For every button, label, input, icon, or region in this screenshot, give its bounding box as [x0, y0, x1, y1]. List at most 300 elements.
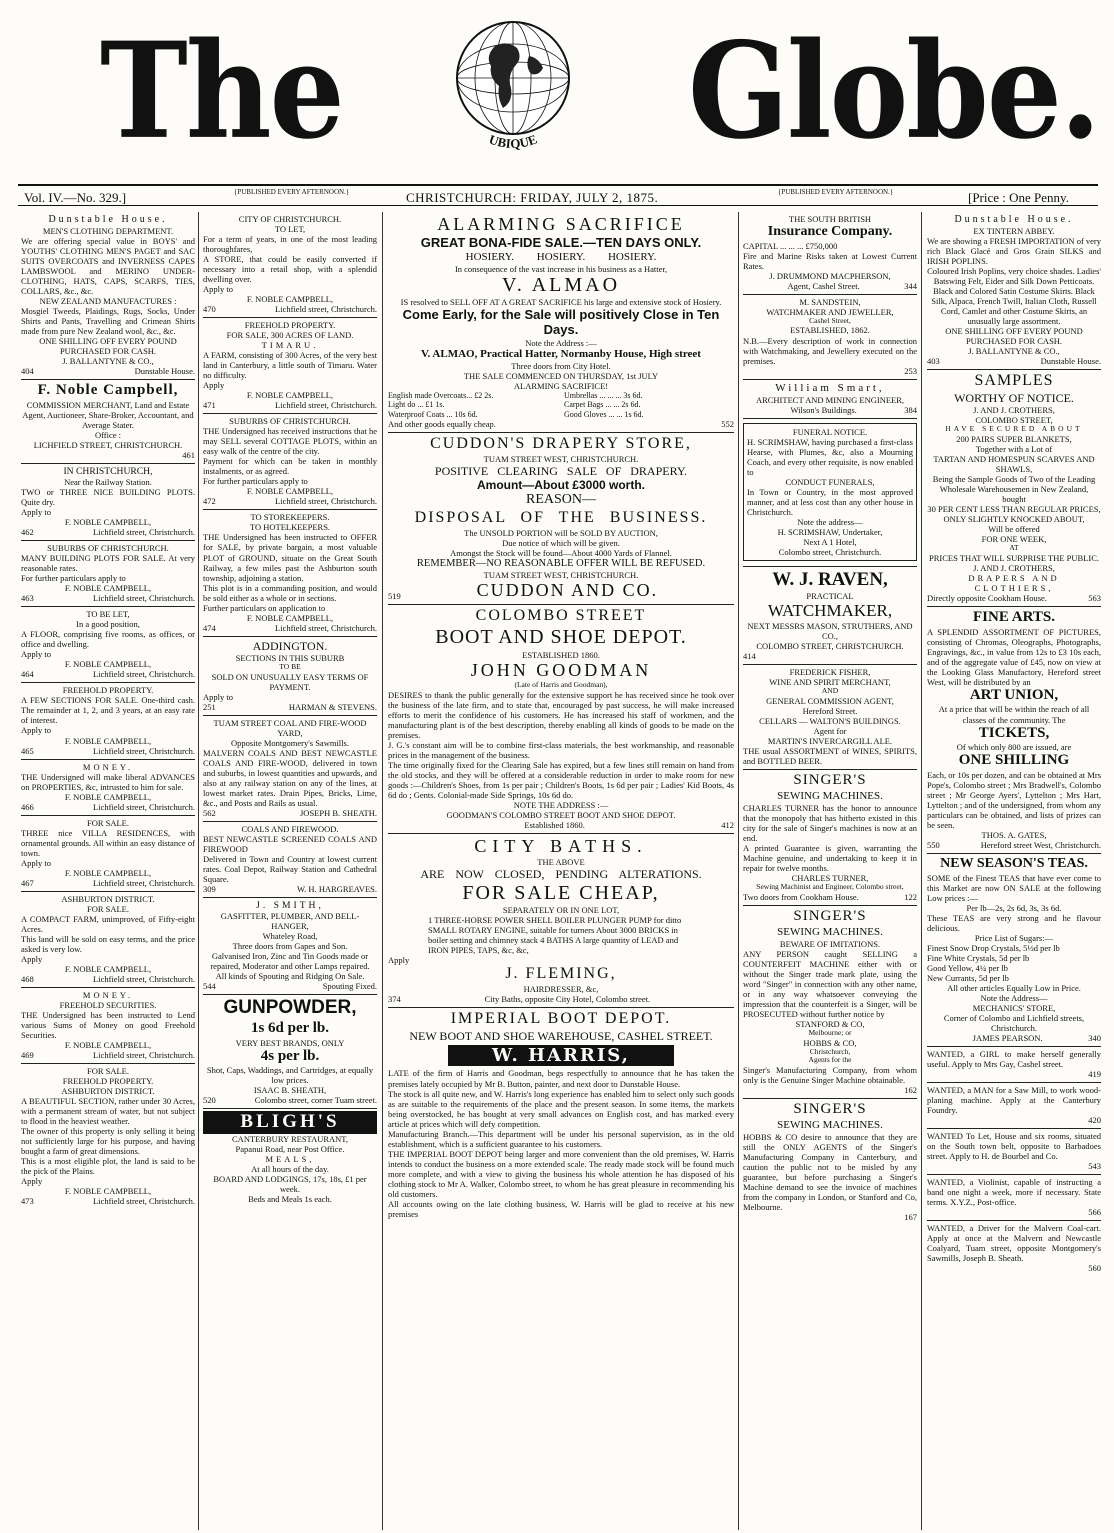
advert-subtitle: SEPARATELY OR IN ONE LOT,	[502, 905, 620, 916]
advert-body: All kinds of Spouting and Ridging On Sale.	[215, 971, 365, 982]
advert-title: THE SOUTH BRITISH	[788, 214, 872, 224]
price-item: New Currants, 5d per lb	[927, 972, 1009, 983]
advert-apply: Apply	[203, 380, 225, 391]
advert-city-baths	[388, 834, 734, 1008]
advert-body: WATCHMAKER AND JEWELLER,	[766, 306, 894, 317]
advert-suburbs	[21, 541, 195, 607]
advert-body: The UNSOLD PORTION will be SOLD BY AUCTION,	[464, 527, 658, 538]
advert-subtitle: SEWING MACHINES.	[777, 925, 883, 938]
advert-noble-campbell	[21, 380, 195, 464]
column-4	[740, 212, 920, 1530]
advert-title: SINGER'S	[793, 772, 867, 789]
advert-number: 465	[21, 745, 34, 756]
advert-apply: Apply	[388, 955, 410, 966]
advert-address: Hereford Street.	[802, 706, 858, 717]
advert-body: ARCHITECT AND MINING ENGINEER,	[755, 394, 905, 405]
advert-title: SUBURBS OF CHRISTCHURCH.	[47, 543, 169, 554]
advert-subtitle: NEW BOOT AND SHOE WAREHOUSE, CASHEL STREET.	[409, 1029, 713, 1044]
advert-title: CITY BATHS.	[474, 836, 648, 857]
advert-body: This land will be sold on easy terms, and the price asked is very low.	[21, 933, 195, 954]
advert-subtitle: REASON—	[525, 492, 596, 508]
advert-body: Shot, Caps, Waddings, and Cartridges, at equally low prices.	[206, 1065, 374, 1086]
advert-signature: F. NOBLE CAMPBELL,	[64, 517, 152, 528]
advert-number: 474	[203, 622, 216, 633]
advert-title: SINGER'S	[793, 907, 867, 924]
advert-headline: TARTAN AND HOMESPUN SCARVES AND SHAWLS,	[933, 453, 1095, 474]
advert-dunstable-clothing	[21, 212, 195, 380]
advert-almao-sale	[388, 212, 734, 433]
advert-address: Corner of Colombo and Lichfield streets, Christchurch.	[943, 1012, 1085, 1033]
advert-price: Per lb—2s, 2s 6d, 3s, 3s 6d.	[966, 902, 1062, 913]
price-label: [Price : One Penny.	[968, 190, 1069, 205]
advert-title: CUDDON'S DRAPERY STORE,	[430, 435, 692, 453]
advert-number: 473	[21, 1196, 34, 1207]
advert-body: This plot is in a commanding position, and would be sold either as a whole or in sections.	[203, 582, 377, 603]
advert-signature: CUDDON AND CO.	[476, 580, 659, 601]
advert-subtitle: EX TINTERN ABBEY.	[973, 225, 1055, 236]
advert-in-christchurch	[21, 464, 195, 541]
svg-text:UBIQUE: UBIQUE	[487, 131, 539, 152]
advert-number: 344	[904, 280, 917, 291]
advert-number: 122	[904, 891, 917, 902]
advert-title: ASHBURTON DISTRICT.	[61, 893, 155, 904]
price-item: Waterproof Coats ... 10s 6d.	[388, 409, 478, 419]
advert-title: FOR SALE.	[86, 1065, 130, 1076]
advert-body: At a price that will be within the reach of all classes of the community. The	[938, 704, 1090, 725]
advert-number: 520	[203, 1095, 216, 1106]
advert-imperial-boot-depot	[388, 1008, 734, 1222]
advert-body: Note the address—	[797, 516, 863, 527]
advert-address: V. ALMAO, Practical Hatter, Normanby House, High street	[421, 347, 701, 360]
advert-subtitle: Price List of Sugars:—	[974, 932, 1054, 943]
advert-body: Of which only 800 are issued, are	[956, 742, 1072, 753]
advert-body: At all hours of the day.	[251, 1163, 329, 1174]
advert-subtitle: BOOT AND SHOE DEPOT.	[435, 626, 687, 649]
advert-body: N.B.—Every description of work in connection with Watchmaking, and Jewellery executed on the premises.	[743, 335, 917, 366]
advert-subtitle: Insurance Company.	[767, 224, 893, 240]
advert-address: CELLARS — WALTON'S BUILDINGS.	[759, 716, 901, 727]
advert-body: THE Undersigned has been instructed to OFFER for SALE, by private bargain, a most valuable PLOT of GROUND, situate on the Great South Railway, a few miles past the Ashburton south township, adjoining a station.	[203, 532, 377, 583]
advert-address: Lichfield street, Christchurch.	[93, 1049, 195, 1060]
advert-body: DESIRES to thank the public generally for the extensive support he has received since he took over the business of the late firm, and to state that, encouraged by past success, he will make increased efforts to merit the confidence of his customers. He has increased his staff of workmen, and the manufacturing plant is of the best description, thereby enabling all kinds of goods to be made on the premises.	[388, 690, 734, 741]
advert-headline: DISPOSAL OF THE BUSINESS.	[414, 508, 708, 526]
advert-title: GUNPOWDER,	[223, 997, 357, 1019]
advert-signature: F. NOBLE CAMPBELL,	[64, 791, 152, 802]
advert-title: MONEY.	[82, 989, 134, 1000]
advert-subtitle: ALARMING SACRIFICE!	[513, 380, 609, 391]
advert-ashburton-section	[21, 1064, 195, 1209]
advert-crothers-samples	[927, 370, 1101, 607]
masthead-title-left: The	[100, 12, 343, 169]
advert-name: V. ALMAO	[501, 273, 621, 296]
advert-subtitle: NEW ZEALAND MANUFACTURES :	[39, 295, 177, 306]
advert-title: FOR SALE.	[86, 817, 130, 828]
advert-address: Lichfield street, Christchurch.	[93, 973, 195, 984]
column-rule	[921, 212, 922, 1530]
advert-apply: Apply	[21, 1176, 43, 1187]
advert-headline: 200 PAIRS SUPER BLANKETS,	[956, 433, 1072, 444]
advert-address: COLOMBO STREET, CHRISTCHURCH.	[756, 641, 904, 652]
advert-number: 544	[203, 981, 216, 992]
advert-address: Two doors from Cookham House.	[743, 891, 859, 902]
advert-apply: Apply to	[21, 725, 51, 736]
advert-body: Manufacturing Branch.—This department will be under his personal supervision, as in the old establishment, which is a sufficient guarantee to his customers.	[388, 1128, 734, 1149]
advert-number: 253	[904, 365, 917, 376]
advert-number: 471	[203, 400, 216, 411]
advert-number: 340	[1088, 1032, 1101, 1043]
advert-body: MANY BUILDING PLOTS FOR SALE. At very reasonable rates.	[21, 553, 195, 574]
advert-body: MALVERN COALS AND BEST NEWCASTLE COALS AND FIRE-WOOD, delivered in town and suburbs, in lowest quantities and upwards, and also at any railway station on any of the lines, at lowest market rates. Drain Pipes, Bricks, Lime, &c., and Posts and Rails as usual.	[203, 747, 377, 808]
advert-signature: HARMAN & STEVENS.	[288, 701, 377, 712]
advert-body: These TEAS are very strong and he flavour delicious.	[927, 912, 1101, 933]
advert-body: Coloured Irish Poplins, very choice shades. Ladies' Batswing Felt, Eider and Silk Down Petticoats. Black and Colored Satin Costume Skirts. Black Silk, Alpaca, French Twill, Italian Cloth, Russell Cord, Camlet and other Costume Skirts, an unusually large assortment.	[927, 265, 1101, 326]
advert-body: We are showing a FRESH IMPORTATION of very rich Black Glacé and Gros Grain SILKS and IRISH POPLINS.	[927, 235, 1102, 266]
advert-address: Agent, Cashel Street.	[787, 280, 860, 291]
advert-number: 472	[203, 496, 216, 507]
advert-city-to-let	[203, 212, 377, 318]
advert-name: JOHN GOODMAN	[470, 659, 652, 680]
advert-address: Hereford street West, Christchurch.	[980, 840, 1101, 851]
advert-title: BLIGH'S	[203, 1111, 377, 1133]
advert-body: ESTABLISHED, 1862.	[790, 325, 870, 336]
advert-singers-turner	[743, 770, 917, 906]
advert-headline: Come Early, for the Sale will positively Close in Ten Days.	[402, 307, 720, 338]
advert-headline: BEWARE OF IMITATIONS.	[779, 938, 881, 949]
advert-body: Will be offered	[988, 524, 1040, 535]
advert-money-securities	[21, 988, 195, 1064]
advert-signature: W. H. HARGREAVES.	[296, 883, 377, 894]
advert-body: H. SCRIMSHAW, having purchased a first-class Hearse, with Plumes, &c, also a Mourning Coach, and every other requisite, is now enabled to	[747, 436, 913, 477]
advert-body: AND	[821, 686, 839, 696]
advert-title: IN CHRISTCHURCH,	[63, 465, 153, 477]
advert-signature: HOBBS & CO,	[803, 1037, 857, 1048]
advert-address: LICHFIELD STREET, CHRISTCHURCH.	[33, 439, 183, 450]
advert-body: IS resolved to SELL OFF AT A GREAT SACRIFICE his large and extensive stock of Hosiery.	[400, 297, 722, 308]
advert-body: Payment for which can be taken in monthly instalments, or as agreed.	[203, 456, 377, 477]
advert-raven-watchmaker	[743, 567, 917, 666]
advert-number: 560	[1088, 1263, 1101, 1274]
advert-headline: ONLY SLIGHTLY KNOCKED ABOUT,	[943, 514, 1085, 525]
advert-headline: FOR ONE WEEK,	[981, 534, 1047, 545]
advert-title: ADDINGTON.	[252, 638, 328, 653]
advert-signature: J. BALLANTYNE & CO.,	[968, 345, 1060, 356]
advert-body: Being the Sample Goods of Two of the Leading Wholesale Warehousemen in New Zealand, bought	[932, 473, 1096, 505]
advert-headline: ART UNION,	[969, 686, 1059, 703]
advert-headline: REMEMBER—NO REASONABLE OFFER WILL BE REFUSED.	[416, 557, 706, 569]
advert-number: 563	[1088, 593, 1101, 603]
advert-cottage-plots	[203, 414, 377, 510]
advert-body: MARTIN'S INVERCARGILL ALE.	[767, 736, 893, 747]
advert-to-be-let	[21, 607, 195, 683]
advert-body: Spouting Fixed.	[322, 981, 377, 992]
advert-address: City Baths, opposite City Hotel, Colombo street.	[484, 994, 651, 1005]
price-item: Light do ... £1 1s.	[388, 400, 445, 410]
column-rule	[198, 212, 199, 1530]
advert-title: F. Noble Campbell,	[37, 382, 179, 399]
advert-body: SOLD ON UNUSUALLY EASY TERMS OF PAYMENT.	[211, 671, 369, 692]
advert-number: 162	[904, 1085, 917, 1096]
advert-body: Agent for	[813, 726, 847, 737]
advert-signature: F. NOBLE CAMPBELL,	[246, 486, 334, 497]
advert-address: Dunstable House.	[1040, 356, 1101, 366]
advert-number: 469	[21, 1049, 34, 1060]
advert-fine-arts	[927, 607, 1101, 854]
advert-body: THE SALE COMMENCED ON THURSDAY, 1st JULY	[463, 370, 659, 381]
advert-title: FUNERAL NOTICE.	[792, 426, 868, 437]
advert-wanted-driver	[927, 1221, 1101, 1276]
column-1	[18, 212, 198, 1530]
advert-signature: J. FLEMING,	[505, 965, 617, 983]
advert-body: WANTED, a MAN for a Saw Mill, to work wood-planing machine. Apply at the Canterbury Foundry.	[927, 1084, 1101, 1115]
advert-body: The stock is all quite new, and W. Harris's long experience has enabled him to select only such goods as are suitable to the requirements of the place and the present season. In some items, the markets being overstocked, he has bought at very small advances on English cost, and has marked every article at prices which will defy competition.	[388, 1088, 734, 1129]
advert-address: Lichfield street, Christchurch.	[93, 527, 195, 538]
advert-number: 467	[21, 877, 34, 888]
advert-frederick-fisher	[743, 665, 917, 770]
advert-singers-hobbs	[743, 1099, 917, 1225]
advert-address: Papanui Road, near Post Office.	[235, 1143, 345, 1154]
advert-price: 1s 6d per lb.	[250, 1019, 330, 1036]
advert-number: 462	[21, 527, 34, 538]
advert-number: 251	[203, 701, 216, 712]
advert-subtitle: FREEHOLD PROPERTY.	[62, 1075, 154, 1086]
advert-body: The time originally fixed for the Clearing Sale has expired, but a few lines still remain on hand from the old stocks, and they will be offered at a considerable reduction in order to make room for new goods :—Children's Shoes, from 1s per pair ; Children's Boots, 1s 6d per pair ; Ladies' Kid Boots, 4s 6d do ; Gents. Colonial-made Side Springs, 10s 6d do.	[388, 760, 734, 801]
advert-subtitle: TIMARU.	[261, 340, 319, 351]
advert-address: Lichfield street, Christchurch.	[93, 1196, 195, 1207]
advert-headline: CONDUCT FUNERALS,	[785, 476, 875, 487]
advert-body: Beds and Meals 1s each.	[248, 1193, 332, 1204]
price-item: Fine White Crystals, 5d per lb	[927, 952, 1030, 963]
advert-body: Agents for the	[808, 1055, 852, 1065]
advert-body: HOBBS & CO desire to announce that they are still the ONLY AGENTS of the Singer's Manufacturing Company in Canterbury, and caution the public not to be misled by any guarantee, but before purchasing a Singer's Machine demand to see the invoice of machines from the company in London, or Stanford and Co, Melbourne.	[743, 1131, 917, 1213]
advert-address: Lichfield street, Christchurch.	[275, 622, 377, 633]
advert-subtitle: Near the Railway Station.	[64, 477, 152, 488]
advert-price: 4s per lb.	[260, 1047, 320, 1064]
advert-body: Note the Address—	[980, 992, 1048, 1003]
advert-headline: PRICES THAT WILL SURPRISE THE PUBLIC.	[928, 552, 1100, 563]
advert-number: 468	[21, 973, 34, 984]
advert-apply: Apply to	[203, 284, 233, 295]
advert-body: ESTABLISHED 1860.	[522, 649, 600, 660]
advert-subtitle: In a good position,	[76, 619, 140, 630]
advert-sandstein	[743, 295, 917, 380]
advert-number: 384	[904, 404, 917, 415]
advert-tuam-coal	[203, 716, 377, 822]
advert-number: 403	[927, 356, 940, 366]
column-rule	[738, 212, 739, 1530]
advert-body: WANTED, a Violinist, capable of instructing a band one night a week, more if necessary. State terms. X.Y.Z., Post-office.	[927, 1176, 1101, 1208]
advert-title: CITY OF CHRISTCHURCH.	[238, 214, 342, 224]
advert-body: A FEW SECTIONS FOR SALE. One-third cash. The remainder at 1, 2, and 3 years, at an easy rate of interest.	[21, 695, 195, 726]
volume-number: Vol. IV.—No. 329.]	[24, 190, 127, 205]
advert-title: TUAM STREET COAL AND FIRE-WOOD YARD,	[213, 717, 367, 738]
advert-subtitle: SEWING MACHINES.	[777, 789, 883, 802]
advert-address: Three doors from City Hotel.	[511, 360, 611, 371]
advert-headline: FOR SALE CHEAP,	[462, 881, 660, 904]
advert-subtitle: WORTHY OF NOTICE.	[954, 390, 1074, 405]
advert-body: GASFITTER, PLUMBER, AND BELL-HANGER,	[220, 911, 360, 932]
advert-address: Lichfield street, Christchurch.	[275, 496, 377, 507]
advert-number: 464	[21, 669, 34, 680]
advert-body: WANTED, a GIRL to make herself generally useful. Apply to Mrs Gay, Cashel street.	[927, 1048, 1101, 1069]
advert-number: 309	[203, 883, 216, 894]
advert-address: Dunstable House.	[134, 366, 195, 377]
publication-note-right: {PUBLISHED EVERY AFTERNOON.}	[778, 188, 894, 196]
advert-body: DRAPERS AND CLOTHIERS,	[968, 572, 1060, 593]
advert-signature: F. NOBLE CAMPBELL,	[64, 659, 152, 670]
advert-body: All other articles Equally Low in Price.	[947, 982, 1081, 993]
advert-body: BOARD AND LODGINGS, 17s, 18s, £1 per week.	[213, 1173, 367, 1194]
advert-title: Dunstable House.	[954, 214, 1074, 225]
advert-subtitle: Opposite Montgomery's Sawmills.	[231, 737, 349, 748]
advert-address: Cashel Street,	[809, 315, 851, 325]
advert-title: FREDERICK FISHER,	[789, 667, 871, 678]
advert-title: Dunstable House.	[48, 214, 168, 225]
advert-address: COLOMBO STREET,	[975, 415, 1053, 426]
advert-j-smith	[203, 898, 377, 995]
advert-address: Lichfield street, Christchurch.	[93, 593, 195, 604]
advert-address: Next A 1 Hotel,	[803, 536, 857, 547]
advert-number: 566	[1088, 1207, 1101, 1218]
advert-title: SINGER'S	[793, 1101, 867, 1118]
globe-emblem-icon	[437, 16, 589, 164]
advert-money	[21, 760, 195, 816]
advert-subtitle: MEN'S CLOTHING DEPARTMENT.	[42, 225, 174, 236]
price-item: Umbrellas ... ... ... 3s 6d.	[564, 390, 643, 400]
advert-signature: F. NOBLE CAMPBELL,	[246, 390, 334, 401]
advert-body: THE usual ASSORTMENT of WINES, SPIRITS, and BOTTLED BEER.	[743, 746, 917, 767]
advert-title: TO STOREKEEPERS.	[250, 512, 330, 523]
advert-address: Lichfield street, Christchurch.	[93, 877, 195, 888]
advert-body: AT	[1009, 543, 1019, 553]
advert-body: Singer's Manufacturing Company, from whom only is the Genuine Singer Machine obtainable.	[743, 1065, 917, 1086]
advert-number: 550	[927, 840, 940, 851]
price-item: Good Yellow, 4¼ per lb	[927, 962, 1008, 973]
advert-title: J. SMITH,	[256, 899, 324, 911]
advert-subtitle: HOSIERY. HOSIERY. HOSIERY.	[465, 250, 657, 263]
advert-headline: TICKETS,	[978, 724, 1050, 741]
advert-coals-firewood	[203, 822, 377, 898]
advert-subtitle: WATCHMAKER,	[767, 601, 893, 621]
advert-number: 419	[1088, 1068, 1101, 1079]
advert-address: TUAM STREET WEST, CHRISTCHURCH.	[483, 570, 639, 581]
advert-signature: F. NOBLE CAMPBELL,	[64, 867, 152, 878]
advert-subtitle: ASHBURTON DISTRICT.	[61, 1086, 155, 1096]
column-rule	[382, 212, 383, 1530]
advert-body: Note the Address :—	[525, 337, 597, 348]
advert-name: J. AND J. CROTHERS,	[973, 405, 1055, 416]
advert-signature: F. NOBLE CAMPBELL,	[246, 612, 334, 623]
advert-signature: STANFORD & CO,	[795, 1018, 865, 1029]
advert-body: HAVE SECURED ABOUT	[945, 424, 1083, 434]
advert-title: NEW SEASON'S TEAS.	[940, 856, 1088, 872]
advert-body: 1 THREE-HORSE POWER SHELL BOILER PLUNGER PUMP for ditto SMALL ROTARY ENGINE, suitable for turners About 3000 BRICKS in boiler setting and chimney stack 4 BATHS A large quantity of LEAD and IRON PIPES, TAPS, &c, &c,	[428, 915, 682, 956]
advert-body: (Late of Harris and Goodman),	[514, 680, 608, 690]
advert-number: 414	[743, 651, 756, 662]
advert-address: TUAM STREET WEST, CHRISTCHURCH.	[483, 454, 639, 465]
advert-address: Wilson's Buildings.	[790, 404, 857, 415]
advert-body: In consequence of the vast increase in his business as a Hatter,	[454, 263, 668, 274]
advert-signature: ISAAC B. SHEATH,	[253, 1085, 327, 1096]
advert-subtitle: SEWING MACHINES.	[777, 1119, 883, 1131]
advert-signature: CHARLES TURNER,	[791, 873, 869, 884]
advert-title: FREEHOLD PROPERTY.	[62, 685, 154, 696]
advert-wanted-house	[927, 1129, 1101, 1175]
advert-body: Amongst the Stock will be found—About 4000 Yards of Flannel.	[450, 547, 672, 558]
advert-number: 404	[21, 366, 34, 377]
advert-body: Together with a Lot of	[975, 443, 1053, 454]
advert-title: ALARMING SACRIFICE	[437, 214, 685, 234]
column-5	[924, 212, 1104, 1530]
dateline-text: CHRISTCHURCH: FRIDAY, JULY 2, 1875.	[406, 190, 659, 205]
advert-body: WANTED, a Driver for the Malvern Coal-cart. Apply at once at the Malvern and Newcastle Coalyard, Tuam street, opposite Montgomery's Sawmills, Joseph B. Sheath.	[927, 1223, 1101, 1264]
advert-body: LATE of the firm of Harris and Goodman, begs respectfully to announce that he has taken the premises lately occupied by Mr B. Button, painter, and next door to Dunstable House.	[388, 1068, 734, 1089]
advert-signature: J. AND J. CROTHERS,	[973, 562, 1055, 573]
advert-cuddons-drapery	[388, 433, 734, 605]
advert-body: Established 1860.	[524, 820, 585, 831]
advert-body: CHARLES TURNER has the honor to announce that the monopoly that has hitherto existed in this city for the sale of Singer's machines is now at an end.	[743, 802, 917, 843]
advert-body: GENERAL COMMISSION AGENT,	[766, 696, 894, 707]
advert-body: THE Undersigned will make liberal ADVANCES on PROPERTIES, &c, intrusted to him for sale.	[21, 771, 195, 792]
advert-headline: ONE SHILLING	[958, 752, 1070, 769]
advert-number: 519	[388, 591, 401, 602]
advert-apply: Apply to	[21, 649, 51, 660]
advert-address: Colombo street, corner Tuam street.	[254, 1095, 377, 1106]
advert-number: 562	[203, 807, 216, 818]
advert-body: In Town or Country, in the most approved manner, and at less cost than any other house in Christchurch.	[747, 486, 913, 517]
advert-signature: F. NOBLE CAMPBELL,	[64, 963, 152, 974]
advert-south-british-insurance	[743, 212, 917, 295]
advert-body: J. G.'s constant aim will be to combine first-class materials, the best workmanship, and reasonable prices in the management of the business.	[388, 740, 734, 761]
advert-wanted-violinist	[927, 1175, 1101, 1221]
advert-body: BEST NEWCASTLE SCREENED COALS AND FIREWOOD	[203, 833, 377, 854]
advert-headline: POSITIVE CLEARING SALE OF DRAPERY.	[434, 464, 688, 479]
advert-william-smart	[743, 380, 917, 419]
advert-blighs-restaurant	[203, 1109, 377, 1207]
advert-body: TWO or THREE NICE BUILDING PLOTS. Quite dry.	[21, 487, 195, 508]
advert-signature: THOS. A. GATES,	[981, 830, 1047, 840]
advert-body: Due notice of which will be given.	[502, 537, 620, 548]
advert-funeral-notice	[743, 419, 917, 567]
advert-body: NEXT MESSRS MASON, STRUTHERS, AND CO.,	[747, 621, 913, 642]
advert-body: Galvanised Iron, Zinc and Tin Goods made or repaired, Moderator and other Lamps repaired.	[210, 951, 370, 972]
advert-body: SECTIONS IN THIS SUBURB	[235, 652, 345, 663]
advert-body: A SPLENDID ASSORTMENT OF PICTURES, consisting of Chromas, Oleographs, Photographs, Engravings, &c., in value from 12s to £3 10s each, and of the aggregate value of £45, now on view at the Looking Glass Manufactory, Hereford street West, will be distributed by an	[927, 626, 1101, 687]
advert-number: 463	[21, 593, 34, 604]
advert-signature: J. BALLANTYNE & CO.,	[62, 356, 154, 366]
advert-headline: ARE NOW CLOSED, PENDING ALTERATIONS.	[420, 867, 702, 882]
advert-number: 374	[388, 994, 401, 1005]
advert-offer: ONE SHILLING OFF EVERY POUND PURCHASED FOR CASH.	[945, 325, 1083, 346]
advert-address: Directly opposite Cookham House.	[927, 593, 1047, 603]
advert-body: Fire and Marine Risks taken at Lowest Current Rates.	[743, 250, 917, 271]
advert-body: NOTE THE ADDRESS :—	[513, 800, 609, 811]
advert-body: THE IMPERIAL BOOT DEPOT being larger and more convenient than the old premises, W. Harris intends to conduct the business on a more extended scale. The ready made stock will be found much more complete, and with a view to giving the business his whole attention he has disposed of his clothing stock to Mr A. Walker, Colombo street, to whom he has great pleasure in recommending his old customers.	[388, 1148, 734, 1199]
advert-address: Three doors from Gapes and Son.	[232, 941, 348, 952]
advert-number: 167	[904, 1212, 917, 1223]
advert-body: A COMPACT FARM, unimproved, of Fifty-eight Acres.	[21, 913, 195, 934]
advert-subtitle: CANTERBURY RESTAURANT,	[232, 1133, 348, 1144]
masthead-title-right: Globe.	[688, 12, 1099, 169]
advert-address: Melbourne; or	[808, 1027, 852, 1037]
advert-subtitle: FREEHOLD SECURITIES.	[59, 999, 157, 1010]
price-item: Good Gloves ... ... 1s 6d.	[564, 409, 644, 419]
advert-address: Lichfield street, Christchurch.	[93, 745, 195, 756]
advert-body: HAIRDRESSER, &c,	[523, 984, 599, 995]
advert-body: We are offering special value in BOYS' and YOUTHS' CLOTHING MEN'S PAGET and SAC SUITS OVERCOATS and INVERNESS CAPES LAMBSWOOL and MERINO UNDER-CLOTHING, HATS, CAPS, SCARFS, TIES, COLLARS, &c., &c.	[21, 235, 195, 296]
price-item: English made Overcoats... £2 2s.	[388, 390, 494, 400]
advert-signature: F. NOBLE CAMPBELL,	[64, 1039, 152, 1050]
advert-address: Lichfield street, Christchurch.	[275, 400, 377, 411]
